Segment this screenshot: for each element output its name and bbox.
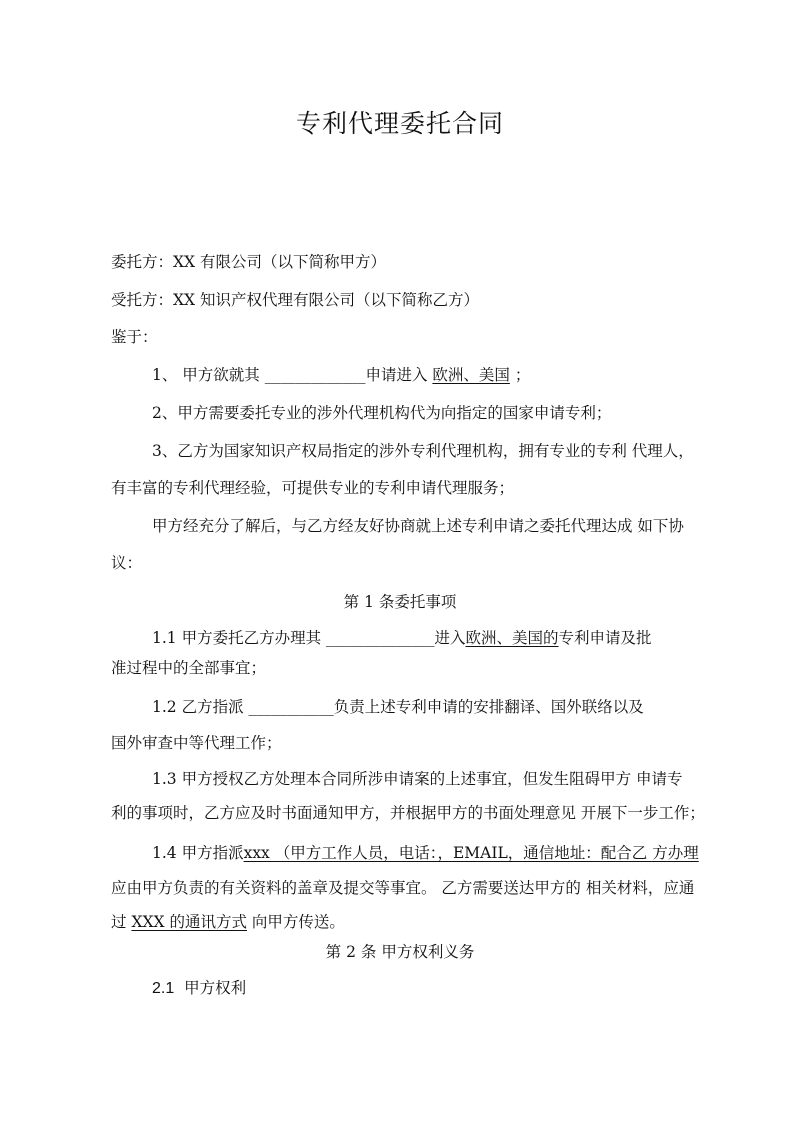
- recital-3-line1: 3、乙方为国家知识产权局指定的涉外专利代理机构，拥有专业的专利 代理人，: [152, 442, 694, 460]
- clause-1-1-mid: 进入: [434, 629, 466, 647]
- agent-party: 受托方：XX 知识产权代理有限公司（以下简称乙方）: [111, 291, 479, 309]
- clause-1-2-end: 负责上述专利申请的安排翻译、国外联络以及: [333, 698, 644, 716]
- clause-1-2-prefix: 1.2 乙方指派: [152, 698, 249, 716]
- clause-1-4-line3-underlined: XXX 的通讯方式: [131, 913, 247, 931]
- document-title: 专利代理委托合同: [295, 109, 504, 138]
- clause-1-3-line1: 1.3 甲方授权乙方处理本合同所涉申请案的上述事宜，但发生阻碍甲方 申请专: [152, 770, 683, 788]
- clause-1-3-line2: 利的事项时，乙方应及时书面通知甲方，并根据甲方的书面处理意见 开展下一步工作；: [111, 804, 705, 822]
- clause-1-1-prefix: 1.1 甲方委托乙方办理其: [152, 629, 327, 647]
- clause-1-4-line3-prefix: 过: [111, 913, 132, 931]
- article-1-heading: 第 1 条委托事项: [343, 593, 457, 611]
- agreement-line1: 甲方经充分了解后，与乙方经友好协商就上述专利申请之委托代理达成 如下协: [152, 517, 684, 535]
- clause-1-1-line2: 准过程中的全部事宜；: [111, 659, 267, 677]
- agreement-line2: 议：: [111, 554, 143, 572]
- section-2-1-number: 2.1: [152, 980, 175, 997]
- clause-1-1-end: 专利申请及批: [558, 629, 652, 647]
- clause-1-2-line2: 国外审查中等代理工作；: [111, 734, 282, 752]
- recital-1-countries: 欧洲、美国: [432, 366, 510, 384]
- clause-1-2: [152, 697, 644, 717]
- clause-1-1: [152, 628, 652, 648]
- whereas-label: 鉴于：: [111, 328, 158, 346]
- clause-1-4-line1: [152, 843, 699, 863]
- recital-1-mid: 申请进入: [365, 366, 433, 384]
- clause-1-4-prefix: 1.4 甲方指派: [152, 844, 244, 862]
- recital-1-blank: _____________: [264, 366, 366, 384]
- clause-1-4-underlined: xxx （甲方工作人员，电话：，EMAIL，通信地址：配合乙 方办理: [243, 844, 699, 862]
- client-party: 委托方：XX 有限公司（以下简称甲方）: [111, 253, 386, 271]
- clause-1-4-line2: 应由甲方负责的有关资料的盖章及提交等事宜。 乙方需要送达甲方的 相关材料，应通: [111, 879, 695, 897]
- recital-3-line2: 有丰富的专利代理经验，可提供专业的专利申请代理服务；: [111, 479, 515, 497]
- clause-1-1-blank: ______________: [326, 629, 435, 647]
- recital-1-end: ；: [509, 366, 531, 384]
- clause-1-4-line3-end: 向甲方传送。: [246, 913, 345, 931]
- clause-1-1-countries: 欧洲、美国的: [465, 629, 559, 647]
- article-2-heading: 第 2 条 甲方权利义务: [325, 943, 475, 961]
- recital-1-prefix: 1、 甲方欲就其: [152, 366, 265, 384]
- section-2-1: [152, 978, 246, 999]
- recital-1: [152, 365, 530, 385]
- recital-2: 2、甲方需要委托专业的涉外代理机构代为向指定的国家申请专利；: [152, 404, 612, 422]
- clause-1-4-line3: [111, 912, 345, 932]
- clause-1-2-blank: ___________: [248, 698, 334, 716]
- section-2-1-label: 甲方权利: [184, 979, 247, 997]
